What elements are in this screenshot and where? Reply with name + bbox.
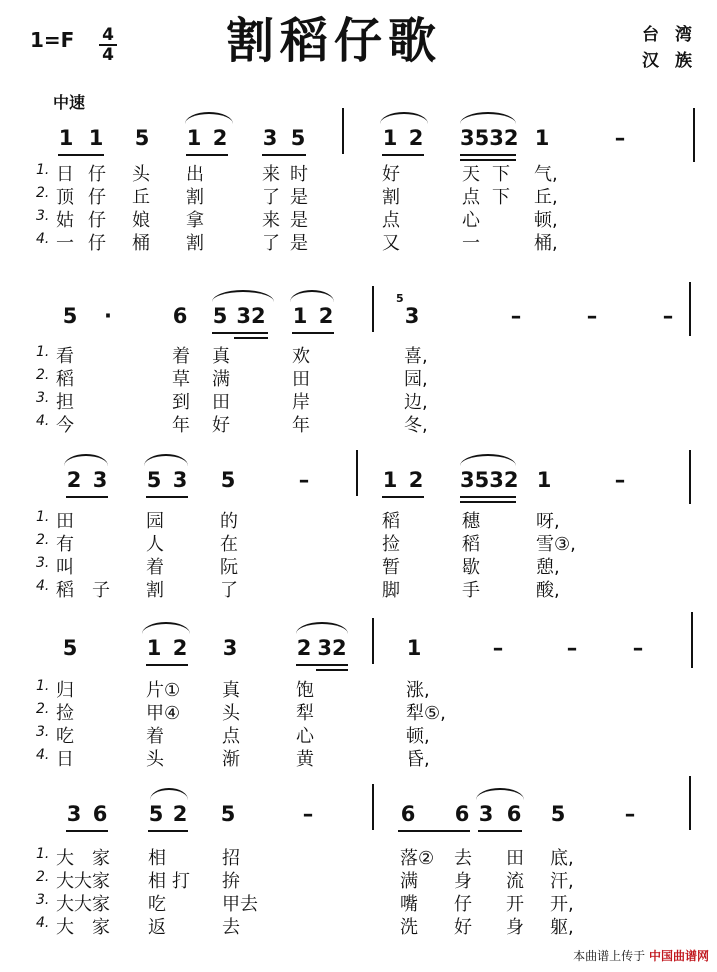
note: – xyxy=(302,802,314,826)
note: 5 xyxy=(220,468,236,492)
note: 2 xyxy=(318,304,334,328)
lyric: 身 xyxy=(506,917,524,938)
beam xyxy=(262,154,306,156)
beam xyxy=(212,332,268,334)
bar-line xyxy=(372,784,374,830)
verse-number: 1. xyxy=(36,162,50,178)
lyric: 一 xyxy=(462,233,480,254)
note: 3 xyxy=(404,304,420,328)
lyric: 憩, xyxy=(536,557,560,578)
lyric: 田 xyxy=(212,392,230,413)
lyric: 开 xyxy=(506,894,524,915)
note: 3532 xyxy=(460,468,519,492)
lyric: 相 xyxy=(148,871,166,892)
lyric: 园, xyxy=(404,369,428,390)
lyric: 汗, xyxy=(550,871,574,892)
note: – xyxy=(586,304,598,328)
note: · xyxy=(104,304,112,328)
time-signature-bottom: 4 xyxy=(102,45,114,65)
lyric: 桶, xyxy=(534,233,558,254)
verse-number: 2. xyxy=(36,701,50,717)
upload-credit xyxy=(573,947,709,964)
note: 5 xyxy=(62,304,78,328)
note: 2 xyxy=(66,468,82,492)
beam xyxy=(148,830,188,832)
lyric: 有 xyxy=(56,534,74,555)
lyric: 边, xyxy=(404,392,428,413)
lyric: 叫 xyxy=(56,557,74,578)
verse-number: 2. xyxy=(36,532,50,548)
note: 6 xyxy=(92,802,108,826)
lyric: 饱 xyxy=(296,680,314,701)
note: 5 xyxy=(220,802,236,826)
beam xyxy=(382,496,424,498)
note: – xyxy=(614,126,626,150)
note: 1 xyxy=(292,304,308,328)
bar-line xyxy=(372,286,374,332)
beam xyxy=(316,669,348,671)
lyric: 心 xyxy=(296,726,314,747)
lyric: 丘, xyxy=(534,187,558,208)
lyric: 割 xyxy=(146,580,164,601)
slur xyxy=(460,454,516,466)
note: 5 xyxy=(134,126,150,150)
lyric: 田 xyxy=(292,369,310,390)
lyric: 稻 xyxy=(382,511,400,532)
lyric: 大 xyxy=(56,848,74,869)
lyric: 好 xyxy=(382,164,400,185)
lyric: 相 xyxy=(148,848,166,869)
lyric: 穗 xyxy=(462,511,480,532)
beam xyxy=(292,332,334,334)
bar-line xyxy=(689,776,691,830)
lyric: 年 xyxy=(292,415,310,436)
lyric: 去 xyxy=(454,848,472,869)
note: 2 xyxy=(212,126,228,150)
lyric: 草 xyxy=(172,369,190,390)
lyric: 家 xyxy=(92,848,110,869)
note: 3 xyxy=(92,468,108,492)
lyric: 田 xyxy=(56,511,74,532)
lyric: 顿, xyxy=(406,726,430,747)
lyric: 来 xyxy=(262,210,280,231)
lyric: 时 xyxy=(290,164,308,185)
lyric: 冬, xyxy=(404,415,428,436)
lyric: 家 xyxy=(92,894,110,915)
lyric: 犁 xyxy=(296,703,314,724)
lyric: 吃 xyxy=(148,894,166,915)
lyric: 身 xyxy=(454,871,472,892)
verse-number: 1. xyxy=(36,846,50,862)
lyric: 甲 xyxy=(222,894,240,915)
note: – xyxy=(662,304,674,328)
lyric: 大 xyxy=(74,871,92,892)
slur xyxy=(290,290,334,302)
lyric: 家 xyxy=(92,871,110,892)
note: 6 xyxy=(454,802,470,826)
lyric: 脚 xyxy=(382,580,400,601)
slur xyxy=(144,454,188,466)
lyric: 点 xyxy=(222,726,240,747)
note: 3 xyxy=(478,802,494,826)
lyric: 是 xyxy=(290,210,308,231)
beam xyxy=(296,664,348,666)
note: 1 xyxy=(88,126,104,150)
lyric: 捡 xyxy=(382,534,400,555)
verse-number: 4. xyxy=(36,413,50,429)
note: 3532 xyxy=(460,126,519,150)
lyric: 返 xyxy=(148,917,166,938)
note: 32 xyxy=(236,304,266,328)
note: 3 xyxy=(222,636,238,660)
lyric: 招 xyxy=(222,848,240,869)
lyric: 年 xyxy=(172,415,190,436)
lyric: 到 xyxy=(172,392,190,413)
note: 1 xyxy=(534,126,550,150)
lyric: 看 xyxy=(56,346,74,367)
note: 1 xyxy=(382,468,398,492)
beam xyxy=(478,830,522,832)
lyric: 割 xyxy=(186,187,204,208)
lyric: 开, xyxy=(550,894,574,915)
beam xyxy=(146,664,188,666)
slur xyxy=(64,454,108,466)
note: 2 xyxy=(172,636,188,660)
note: – xyxy=(624,802,636,826)
lyric: 黄 xyxy=(296,749,314,770)
lyric: 在 xyxy=(220,534,238,555)
lyric: 洗 xyxy=(400,917,418,938)
lyric: 暂 xyxy=(382,557,400,578)
note: 5 xyxy=(290,126,306,150)
lyric: 田 xyxy=(506,848,524,869)
bar-line xyxy=(372,618,374,664)
note: – xyxy=(614,468,626,492)
lyric: 歇 xyxy=(462,557,480,578)
origin-label xyxy=(642,22,708,74)
lyric: 是 xyxy=(290,187,308,208)
verse-number: 2. xyxy=(36,869,50,885)
verse-number: 3. xyxy=(36,892,50,908)
grace-note: 5 xyxy=(396,292,404,305)
note: 5 xyxy=(148,802,164,826)
verse-number: 3. xyxy=(36,555,50,571)
beam xyxy=(460,496,516,498)
lyric: 仔 xyxy=(88,210,106,231)
lyric: 片① xyxy=(146,680,181,701)
note: – xyxy=(492,636,504,660)
bar-line xyxy=(689,450,691,504)
lyric: 满 xyxy=(400,871,418,892)
beam xyxy=(460,501,516,503)
lyric: 真 xyxy=(222,680,240,701)
verse-number: 4. xyxy=(36,915,50,931)
beam xyxy=(460,154,516,156)
lyric: 昏, xyxy=(406,749,430,770)
lyric: 来 xyxy=(262,164,280,185)
tempo-marking: 中速 xyxy=(53,93,86,112)
lyric: 去 xyxy=(222,917,240,938)
note: 3 xyxy=(66,802,82,826)
lyric: 好 xyxy=(212,415,230,436)
lyric: 头 xyxy=(146,749,164,770)
bar-line xyxy=(691,612,693,668)
lyric: 下 xyxy=(492,164,510,185)
note: 3 xyxy=(172,468,188,492)
lyric: 顿, xyxy=(534,210,558,231)
lyric: 割 xyxy=(186,233,204,254)
lyric: 归 xyxy=(56,680,74,701)
time-signature xyxy=(99,26,117,64)
lyric: 稻 xyxy=(56,369,74,390)
lyric: 涨, xyxy=(406,680,430,701)
lyric: 稻 xyxy=(462,534,480,555)
lyric: 点 xyxy=(382,210,400,231)
lyric: 雪③, xyxy=(536,534,576,555)
note: 5 xyxy=(212,304,228,328)
lyric: 的 xyxy=(220,511,238,532)
beam xyxy=(66,496,108,498)
beam xyxy=(382,154,424,156)
lyric: 天 xyxy=(462,164,480,185)
lyric: 了 xyxy=(220,580,238,601)
verse-number: 3. xyxy=(36,390,50,406)
lyric: 仔 xyxy=(88,233,106,254)
lyric: 流 xyxy=(506,871,524,892)
site-logo-text[interactable]: 中国曲谱网 xyxy=(648,949,709,963)
lyric: 点 xyxy=(462,187,480,208)
beam xyxy=(66,830,108,832)
lyric: 去 xyxy=(240,894,258,915)
lyric: 家 xyxy=(92,917,110,938)
verse-number: 1. xyxy=(36,509,50,525)
note: 2 xyxy=(408,468,424,492)
lyric: 拚 xyxy=(222,871,240,892)
slur xyxy=(185,112,233,124)
bar-line xyxy=(689,282,691,336)
lyric: 好 xyxy=(454,917,472,938)
verse-number: 2. xyxy=(36,367,50,383)
verse-number: 4. xyxy=(36,231,50,247)
lyric: 园 xyxy=(146,511,164,532)
lyric: 捡 xyxy=(56,703,74,724)
lyric: 顶 xyxy=(56,187,74,208)
lyric: 岸 xyxy=(292,392,310,413)
lyric: 稻 xyxy=(56,580,74,601)
lyric: 手 xyxy=(462,580,480,601)
lyric: 丘 xyxy=(132,187,150,208)
lyric: 呀, xyxy=(536,511,560,532)
lyric: 娘 xyxy=(132,210,150,231)
note: 2 xyxy=(408,126,424,150)
slur xyxy=(476,788,524,800)
verse-number: 1. xyxy=(36,344,50,360)
lyric: 担 xyxy=(56,392,74,413)
lyric: 落② xyxy=(400,848,435,869)
lyric: 今 xyxy=(56,415,74,436)
lyric: 了 xyxy=(262,233,280,254)
verse-number: 3. xyxy=(36,208,50,224)
lyric: 渐 xyxy=(222,749,240,770)
lyric: 下 xyxy=(492,187,510,208)
lyric: 子 xyxy=(92,580,110,601)
note: 5 xyxy=(62,636,78,660)
verse-number: 4. xyxy=(36,747,50,763)
note: 5 xyxy=(550,802,566,826)
lyric: 着 xyxy=(146,557,164,578)
lyric: 阮 xyxy=(220,557,238,578)
lyric: 姑 xyxy=(56,210,74,231)
lyric: 是 xyxy=(290,233,308,254)
slur xyxy=(150,788,188,800)
note: 1 xyxy=(146,636,162,660)
time-signature-top: 4 xyxy=(99,26,117,46)
lyric: 头 xyxy=(132,164,150,185)
song-title: 割稻仔歌 xyxy=(226,13,443,69)
lyric: 大 xyxy=(56,894,74,915)
slur xyxy=(142,622,190,634)
note: 32 xyxy=(317,636,347,660)
note: 5 xyxy=(146,468,162,492)
slur xyxy=(296,622,348,634)
note: 1 xyxy=(406,636,422,660)
beam xyxy=(186,154,228,156)
note: 2 xyxy=(296,636,312,660)
note: – xyxy=(510,304,522,328)
note: 1 xyxy=(186,126,202,150)
lyric: 人 xyxy=(146,534,164,555)
origin-region: 台湾 xyxy=(642,25,708,45)
slur xyxy=(460,112,516,124)
note: 3 xyxy=(262,126,278,150)
note: 1 xyxy=(536,468,552,492)
lyric: 大 xyxy=(74,894,92,915)
lyric: 吃 xyxy=(56,726,74,747)
lyric: 仔 xyxy=(454,894,472,915)
lyric: 仔 xyxy=(88,187,106,208)
lyric: 着 xyxy=(172,346,190,367)
verse-number: 4. xyxy=(36,578,50,594)
note: 6 xyxy=(506,802,522,826)
lyric: 大 xyxy=(56,871,74,892)
lyric: 桶 xyxy=(132,233,150,254)
lyric: 日 xyxy=(56,749,74,770)
lyric: 底, xyxy=(550,848,574,869)
lyric: 心 xyxy=(462,210,480,231)
lyric: 割 xyxy=(382,187,400,208)
note: 6 xyxy=(172,304,188,328)
lyric: 一 xyxy=(56,233,74,254)
origin-ethnicity: 汉族 xyxy=(642,51,708,71)
slur xyxy=(212,290,274,302)
lyric: 出 xyxy=(186,164,204,185)
lyric: 气, xyxy=(534,164,558,185)
verse-number: 3. xyxy=(36,724,50,740)
lyric: 喜, xyxy=(404,346,428,367)
lyric: 真 xyxy=(212,346,230,367)
note: 1 xyxy=(58,126,74,150)
bar-line xyxy=(342,108,344,154)
beam xyxy=(398,830,470,832)
lyric: 满 xyxy=(212,369,230,390)
upload-credit-prefix: 本曲谱上传于 xyxy=(573,949,646,963)
verse-number: 2. xyxy=(36,185,50,201)
lyric: 大 xyxy=(56,917,74,938)
key-signature: 1=F xyxy=(30,28,75,52)
lyric: 甲④ xyxy=(146,703,181,724)
lyric: 又 xyxy=(382,233,400,254)
lyric: 头 xyxy=(222,703,240,724)
lyric: 酸, xyxy=(536,580,560,601)
lyric: 了 xyxy=(262,187,280,208)
slur xyxy=(380,112,428,124)
lyric: 着 xyxy=(146,726,164,747)
beam xyxy=(146,496,188,498)
note: 1 xyxy=(382,126,398,150)
note: – xyxy=(632,636,644,660)
beam xyxy=(234,337,268,339)
note: 2 xyxy=(172,802,188,826)
bar-line xyxy=(356,450,358,496)
lyric: 嘴 xyxy=(400,894,418,915)
beam xyxy=(58,154,104,156)
note: – xyxy=(298,468,310,492)
lyric: 仔 xyxy=(88,164,106,185)
lyric: 打 xyxy=(172,871,190,892)
lyric: 犁⑤, xyxy=(406,703,446,724)
lyric: 日 xyxy=(56,164,74,185)
lyric: 躯, xyxy=(550,917,574,938)
verse-number: 1. xyxy=(36,678,50,694)
lyric: 拿 xyxy=(186,210,204,231)
bar-line xyxy=(693,108,695,162)
lyric: 欢 xyxy=(292,346,310,367)
note: 6 xyxy=(400,802,416,826)
note: – xyxy=(566,636,578,660)
